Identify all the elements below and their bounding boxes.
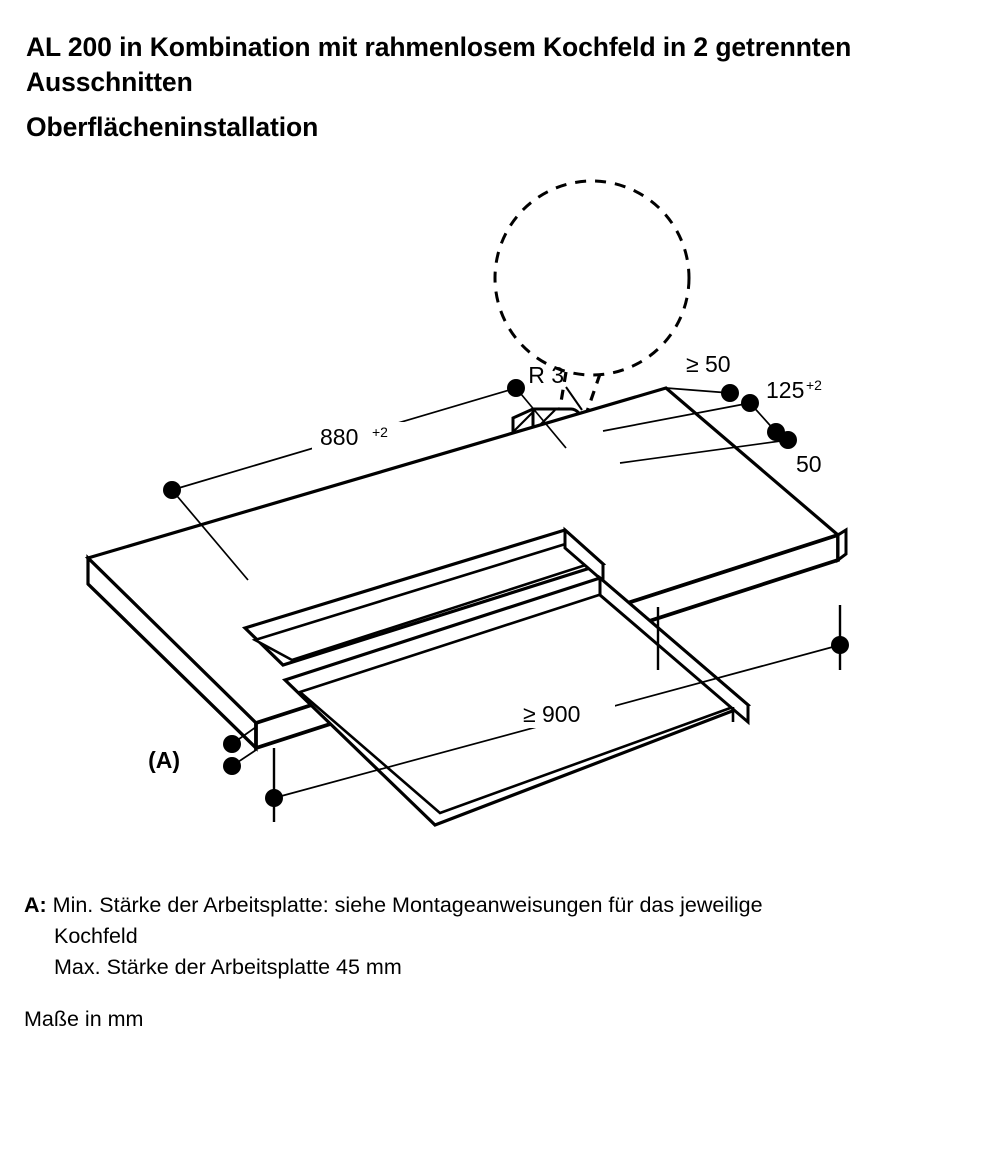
units-note: Maße in mm: [24, 1007, 144, 1031]
dim-min50-label: ≥ 50: [686, 351, 731, 377]
dim-900-dot-left: [265, 789, 283, 807]
dim-880-dot-left: [163, 481, 181, 499]
dim-min50-line: [666, 388, 730, 393]
dim-50-dot: [779, 431, 797, 449]
page-subtitle: Oberflächeninstallation: [26, 112, 319, 143]
footnote-line-1: Min. Stärke der Arbeitsplatte: siehe Montageanweisungen für das jeweilige: [46, 893, 763, 917]
dim-125-value: 125: [766, 377, 805, 403]
dim-A-dot-bottom: [223, 757, 241, 775]
dim-125-tolerance: +2: [806, 377, 822, 393]
footnote-line-3: Max. Stärke der Arbeitsplatte 45 mm: [54, 954, 402, 979]
footnote-note-A: [24, 890, 974, 983]
dim-900-value: ≥ 900: [523, 701, 581, 727]
dim-A-label: (A): [148, 747, 180, 773]
dim-900-dot-right: [831, 636, 849, 654]
worktop-right-edge-face: [838, 530, 846, 560]
radius-leader-line: [566, 387, 582, 410]
dim-880-value: 880: [320, 424, 359, 450]
dim-A-dot-top: [223, 735, 241, 753]
page-title-line-1: AL 200 in Kombination mit rahmenlosem Kochfeld in 2 getrennten: [26, 32, 852, 62]
dim-880-tolerance: +2: [372, 424, 388, 440]
dimension-min-50-rear: [666, 351, 739, 402]
dim-50-value: 50: [796, 451, 822, 477]
page-title-line-2: Ausschnitten: [26, 67, 193, 98]
footnote-key: A:: [24, 893, 47, 917]
isometric-worktop-diagram: [0, 150, 1000, 870]
dim-min50-dot: [721, 384, 739, 402]
dim-880-dot-right: [507, 379, 525, 397]
footnote-line-2: Kochfeld: [54, 923, 138, 948]
page-title: [26, 30, 966, 146]
radius-label: R 3: [528, 362, 564, 388]
detail-circle-outline: [495, 181, 689, 375]
footnote-first-line: [24, 890, 974, 921]
dim-125-dot-top: [741, 394, 759, 412]
